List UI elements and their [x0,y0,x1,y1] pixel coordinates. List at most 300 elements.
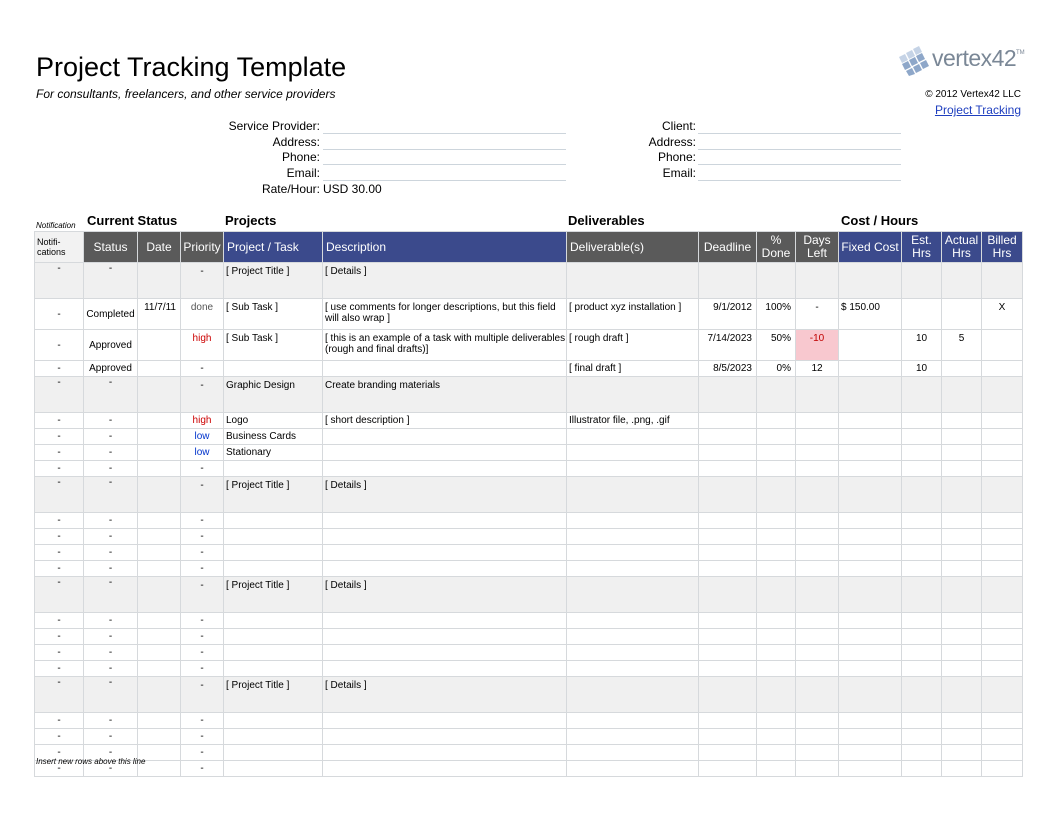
status-cell[interactable]: - [84,477,138,513]
fixed-cost-cell[interactable] [839,613,902,629]
task-cell[interactable] [224,661,323,677]
days-left-cell[interactable] [796,613,839,629]
deadline-cell[interactable] [699,445,757,461]
description-cell[interactable] [323,361,567,377]
deliverable-cell[interactable] [567,677,699,713]
billed-hrs-cell[interactable] [982,613,1023,629]
est-hrs-cell[interactable] [902,299,942,330]
status-cell[interactable]: - [84,561,138,577]
priority-cell[interactable]: - [181,629,224,645]
fixed-cost-cell[interactable] [839,761,902,777]
est-hrs-cell[interactable] [902,429,942,445]
est-hrs-cell[interactable] [902,413,942,429]
days-left-cell[interactable] [796,263,839,299]
deadline-cell[interactable]: 9/1/2012 [699,299,757,330]
deliverable-cell[interactable] [567,561,699,577]
est-hrs-cell[interactable] [902,377,942,413]
status-cell[interactable]: - [84,645,138,661]
date-cell[interactable] [138,477,181,513]
date-cell[interactable] [138,513,181,529]
deliverable-cell[interactable] [567,661,699,677]
status-cell[interactable]: - [84,729,138,745]
deliverable-cell[interactable] [567,745,699,761]
task-cell[interactable] [224,361,323,377]
task-cell[interactable]: [ Project Title ] [224,477,323,513]
task-row[interactable] [35,361,1023,377]
priority-cell[interactable]: - [181,661,224,677]
pct-done-cell[interactable] [757,461,796,477]
billed-hrs-cell[interactable] [982,745,1023,761]
deadline-cell[interactable] [699,613,757,629]
col-deliverables[interactable]: Deliverable(s) [567,232,699,263]
notification-cell[interactable]: - [35,377,84,413]
task-cell[interactable] [224,545,323,561]
description-cell[interactable] [323,561,567,577]
task-row[interactable] [35,645,1023,661]
billed-hrs-cell[interactable] [982,263,1023,299]
task-cell[interactable] [224,529,323,545]
fixed-cost-cell[interactable] [839,577,902,613]
task-cell[interactable]: Logo [224,413,323,429]
description-cell[interactable]: [ this is an example of a task with multiple deliverables (rough and final drafts)] [323,330,567,361]
deadline-cell[interactable] [699,745,757,761]
fixed-cost-cell[interactable] [839,677,902,713]
days-left-cell[interactable] [796,713,839,729]
pct-done-cell[interactable] [757,661,796,677]
pct-done-cell[interactable] [757,429,796,445]
description-cell[interactable] [323,445,567,461]
billed-hrs-cell[interactable] [982,513,1023,529]
days-left-cell[interactable] [796,445,839,461]
deliverable-cell[interactable]: Illustrator file, .png, .gif [567,413,699,429]
priority-cell[interactable]: low [181,445,224,461]
billed-hrs-cell[interactable] [982,677,1023,713]
est-hrs-cell[interactable]: 10 [902,361,942,377]
service-provider-field[interactable] [323,119,566,134]
notification-cell[interactable]: - [35,445,84,461]
notification-cell[interactable]: - [35,677,84,713]
pct-done-cell[interactable] [757,413,796,429]
description-cell[interactable] [323,745,567,761]
description-cell[interactable] [323,729,567,745]
est-hrs-cell[interactable] [902,613,942,629]
date-cell[interactable] [138,263,181,299]
task-row[interactable] [35,745,1023,761]
priority-cell[interactable]: - [181,645,224,661]
deliverable-cell[interactable] [567,263,699,299]
pct-done-cell[interactable] [757,477,796,513]
status-cell[interactable]: - [84,545,138,561]
task-cell[interactable]: Business Cards [224,429,323,445]
days-left-cell[interactable] [796,377,839,413]
deadline-cell[interactable] [699,263,757,299]
pct-done-cell[interactable] [757,529,796,545]
days-left-cell[interactable] [796,461,839,477]
priority-cell[interactable]: - [181,577,224,613]
task-row[interactable] [35,729,1023,745]
status-cell[interactable]: - [84,529,138,545]
deliverable-cell[interactable]: [ rough draft ] [567,330,699,361]
pct-done-cell[interactable] [757,729,796,745]
deliverable-cell[interactable] [567,645,699,661]
priority-cell[interactable]: - [181,745,224,761]
priority-cell[interactable]: high [181,330,224,361]
pct-done-cell[interactable] [757,645,796,661]
task-row[interactable] [35,629,1023,645]
notification-cell[interactable]: - [35,645,84,661]
actual-hrs-cell[interactable] [942,677,982,713]
days-left-cell[interactable]: 12 [796,361,839,377]
fixed-cost-cell[interactable] [839,713,902,729]
priority-cell[interactable]: - [181,377,224,413]
client-phone-field[interactable] [698,150,901,165]
fixed-cost-cell[interactable] [839,445,902,461]
deadline-cell[interactable] [699,577,757,613]
pct-done-cell[interactable] [757,577,796,613]
fixed-cost-cell[interactable] [839,729,902,745]
pct-done-cell[interactable] [757,377,796,413]
status-cell[interactable]: - [84,377,138,413]
days-left-cell[interactable] [796,529,839,545]
description-cell[interactable] [323,645,567,661]
priority-cell[interactable]: low [181,429,224,445]
pct-done-cell[interactable] [757,513,796,529]
actual-hrs-cell[interactable] [942,761,982,777]
date-cell[interactable] [138,413,181,429]
task-cell[interactable]: [ Sub Task ] [224,330,323,361]
task-row[interactable] [35,613,1023,629]
billed-hrs-cell[interactable] [982,645,1023,661]
date-cell[interactable] [138,377,181,413]
task-row[interactable] [35,761,1023,777]
est-hrs-cell[interactable] [902,677,942,713]
col-days-left[interactable]: Days Left [796,232,839,263]
est-hrs-cell[interactable] [902,529,942,545]
project-row[interactable] [35,263,1023,299]
actual-hrs-cell[interactable] [942,561,982,577]
days-left-cell[interactable] [796,661,839,677]
col-status[interactable]: Status [84,232,138,263]
actual-hrs-cell[interactable] [942,629,982,645]
actual-hrs-cell[interactable] [942,729,982,745]
deliverable-cell[interactable] [567,529,699,545]
task-row[interactable] [35,429,1023,445]
date-cell[interactable] [138,545,181,561]
col-notifications[interactable]: Notifi-cations [35,232,84,263]
actual-hrs-cell[interactable] [942,645,982,661]
deliverable-cell[interactable] [567,513,699,529]
deadline-cell[interactable] [699,561,757,577]
est-hrs-cell[interactable] [902,545,942,561]
col-est-hrs[interactable]: Est. Hrs [902,232,942,263]
fixed-cost-cell[interactable] [839,529,902,545]
est-hrs-cell[interactable] [902,629,942,645]
date-cell[interactable] [138,713,181,729]
status-cell[interactable]: - [84,263,138,299]
billed-hrs-cell[interactable] [982,413,1023,429]
deadline-cell[interactable] [699,645,757,661]
status-cell[interactable]: - [84,713,138,729]
date-cell[interactable] [138,429,181,445]
task-cell[interactable] [224,461,323,477]
notification-cell[interactable]: - [35,561,84,577]
date-cell[interactable] [138,729,181,745]
task-cell[interactable]: [ Project Title ] [224,677,323,713]
pct-done-cell[interactable] [757,761,796,777]
deliverable-cell[interactable] [567,577,699,613]
deadline-cell[interactable]: 8/5/2023 [699,361,757,377]
est-hrs-cell[interactable]: 10 [902,330,942,361]
fixed-cost-cell[interactable] [839,745,902,761]
billed-hrs-cell[interactable]: X [982,299,1023,330]
notification-cell[interactable]: - [35,477,84,513]
notification-cell[interactable]: - [35,545,84,561]
task-cell[interactable]: [ Sub Task ] [224,299,323,330]
date-cell[interactable] [138,461,181,477]
pct-done-cell[interactable] [757,445,796,461]
pct-done-cell[interactable] [757,713,796,729]
fixed-cost-cell[interactable] [839,377,902,413]
deadline-cell[interactable] [699,629,757,645]
col-billed-hrs[interactable]: Billed Hrs [982,232,1023,263]
status-cell[interactable]: - [84,513,138,529]
description-cell[interactable] [323,761,567,777]
task-cell[interactable] [224,713,323,729]
est-hrs-cell[interactable] [902,445,942,461]
task-row[interactable] [35,661,1023,677]
priority-cell[interactable]: - [181,263,224,299]
task-cell[interactable] [224,729,323,745]
deadline-cell[interactable] [699,461,757,477]
col-actual-hrs[interactable]: Actual Hrs [942,232,982,263]
notification-cell[interactable]: - [35,729,84,745]
billed-hrs-cell[interactable] [982,461,1023,477]
deadline-cell[interactable] [699,677,757,713]
days-left-cell[interactable] [796,677,839,713]
deadline-cell[interactable] [699,513,757,529]
days-left-cell[interactable]: -10 [796,330,839,361]
description-cell[interactable] [323,513,567,529]
pct-done-cell[interactable] [757,545,796,561]
fixed-cost-cell[interactable] [839,413,902,429]
deliverable-cell[interactable] [567,461,699,477]
days-left-cell[interactable] [796,629,839,645]
date-cell[interactable] [138,445,181,461]
priority-cell[interactable]: - [181,477,224,513]
col-pct-done[interactable]: % Done [757,232,796,263]
date-cell[interactable] [138,361,181,377]
days-left-cell[interactable] [796,577,839,613]
actual-hrs-cell[interactable] [942,529,982,545]
deadline-cell[interactable] [699,661,757,677]
actual-hrs-cell[interactable] [942,377,982,413]
deadline-cell[interactable] [699,413,757,429]
pct-done-cell[interactable] [757,613,796,629]
description-cell[interactable]: [ Details ] [323,477,567,513]
deliverable-cell[interactable] [567,377,699,413]
priority-cell[interactable]: - [181,729,224,745]
description-cell[interactable]: Create branding materials [323,377,567,413]
notification-cell[interactable]: - [35,529,84,545]
notification-cell[interactable]: - [35,761,84,777]
date-cell[interactable] [138,677,181,713]
pct-done-cell[interactable] [757,629,796,645]
days-left-cell[interactable] [796,561,839,577]
pct-done-cell[interactable] [757,677,796,713]
notification-cell[interactable]: - [35,299,84,330]
description-cell[interactable]: [ use comments for longer descriptions, but this field will also wrap ] [323,299,567,330]
status-cell[interactable]: Approved [84,361,138,377]
days-left-cell[interactable] [796,429,839,445]
rate-hour-field[interactable]: USD 30.00 [323,182,382,196]
deadline-cell[interactable] [699,729,757,745]
deadline-cell[interactable]: 7/14/2023 [699,330,757,361]
fixed-cost-cell[interactable] [839,513,902,529]
est-hrs-cell[interactable] [902,729,942,745]
description-cell[interactable] [323,629,567,645]
notification-cell[interactable]: - [35,361,84,377]
billed-hrs-cell[interactable] [982,761,1023,777]
actual-hrs-cell[interactable] [942,545,982,561]
priority-cell[interactable]: - [181,761,224,777]
est-hrs-cell[interactable] [902,713,942,729]
client-address-field[interactable] [698,135,901,150]
col-deadline[interactable]: Deadline [699,232,757,263]
notification-cell[interactable]: - [35,263,84,299]
task-row[interactable] [35,545,1023,561]
date-cell[interactable] [138,613,181,629]
status-cell[interactable]: - [84,413,138,429]
description-cell[interactable] [323,461,567,477]
fixed-cost-cell[interactable] [839,645,902,661]
task-row[interactable] [35,330,1023,361]
actual-hrs-cell[interactable] [942,477,982,513]
project-row[interactable] [35,677,1023,713]
task-cell[interactable]: [ Project Title ] [224,263,323,299]
billed-hrs-cell[interactable] [982,529,1023,545]
billed-hrs-cell[interactable] [982,545,1023,561]
priority-cell[interactable]: - [181,545,224,561]
days-left-cell[interactable] [796,729,839,745]
deliverable-cell[interactable] [567,429,699,445]
task-cell[interactable] [224,513,323,529]
deliverable-cell[interactable] [567,613,699,629]
status-cell[interactable]: - [84,445,138,461]
task-cell[interactable]: Stationary [224,445,323,461]
task-cell[interactable] [224,613,323,629]
deliverable-cell[interactable] [567,761,699,777]
days-left-cell[interactable] [796,413,839,429]
notification-cell[interactable]: - [35,661,84,677]
deliverable-cell[interactable] [567,445,699,461]
billed-hrs-cell[interactable] [982,713,1023,729]
days-left-cell[interactable] [796,645,839,661]
actual-hrs-cell[interactable] [942,263,982,299]
description-cell[interactable]: [ short description ] [323,413,567,429]
description-cell[interactable]: [ Details ] [323,263,567,299]
date-cell[interactable]: 11/7/11 [138,299,181,330]
task-cell[interactable] [224,629,323,645]
actual-hrs-cell[interactable] [942,713,982,729]
actual-hrs-cell[interactable] [942,361,982,377]
task-cell[interactable] [224,645,323,661]
date-cell[interactable] [138,577,181,613]
task-row[interactable] [35,529,1023,545]
client-field[interactable] [698,119,901,134]
date-cell[interactable] [138,529,181,545]
provider-phone-field[interactable] [323,150,566,165]
deliverable-cell[interactable] [567,545,699,561]
billed-hrs-cell[interactable] [982,361,1023,377]
description-cell[interactable] [323,529,567,545]
est-hrs-cell[interactable] [902,577,942,613]
fixed-cost-cell[interactable] [839,361,902,377]
col-project-task[interactable]: Project / Task [224,232,323,263]
task-row[interactable] [35,445,1023,461]
notification-cell[interactable]: - [35,629,84,645]
notification-cell[interactable]: - [35,429,84,445]
task-row[interactable] [35,461,1023,477]
date-cell[interactable] [138,330,181,361]
billed-hrs-cell[interactable] [982,429,1023,445]
days-left-cell[interactable] [796,513,839,529]
description-cell[interactable]: [ Details ] [323,677,567,713]
fixed-cost-cell[interactable] [839,429,902,445]
status-cell[interactable]: - [84,429,138,445]
priority-cell[interactable]: - [181,613,224,629]
pct-done-cell[interactable] [757,745,796,761]
est-hrs-cell[interactable] [902,263,942,299]
priority-cell[interactable]: - [181,713,224,729]
deliverable-cell[interactable] [567,713,699,729]
deliverable-cell[interactable]: [ product xyz installation ] [567,299,699,330]
pct-done-cell[interactable]: 0% [757,361,796,377]
days-left-cell[interactable] [796,477,839,513]
fixed-cost-cell[interactable] [839,330,902,361]
deadline-cell[interactable] [699,377,757,413]
project-row[interactable] [35,477,1023,513]
deliverable-cell[interactable] [567,629,699,645]
billed-hrs-cell[interactable] [982,629,1023,645]
status-cell[interactable]: Approved [84,330,138,361]
task-cell[interactable] [224,561,323,577]
est-hrs-cell[interactable] [902,513,942,529]
actual-hrs-cell[interactable] [942,661,982,677]
days-left-cell[interactable] [796,761,839,777]
actual-hrs-cell[interactable] [942,445,982,461]
deadline-cell[interactable] [699,429,757,445]
fixed-cost-cell[interactable] [839,461,902,477]
actual-hrs-cell[interactable] [942,299,982,330]
deadline-cell[interactable] [699,761,757,777]
notification-cell[interactable]: - [35,577,84,613]
deliverable-cell[interactable] [567,477,699,513]
deadline-cell[interactable] [699,545,757,561]
task-cell[interactable]: Graphic Design [224,377,323,413]
project-row[interactable] [35,377,1023,413]
notification-cell[interactable]: - [35,745,84,761]
fixed-cost-cell[interactable] [839,477,902,513]
deadline-cell[interactable] [699,477,757,513]
deadline-cell[interactable] [699,713,757,729]
days-left-cell[interactable] [796,545,839,561]
status-cell[interactable]: - [84,613,138,629]
fixed-cost-cell[interactable] [839,661,902,677]
status-cell[interactable]: - [84,677,138,713]
status-cell[interactable]: - [84,745,138,761]
billed-hrs-cell[interactable] [982,377,1023,413]
days-left-cell[interactable] [796,745,839,761]
